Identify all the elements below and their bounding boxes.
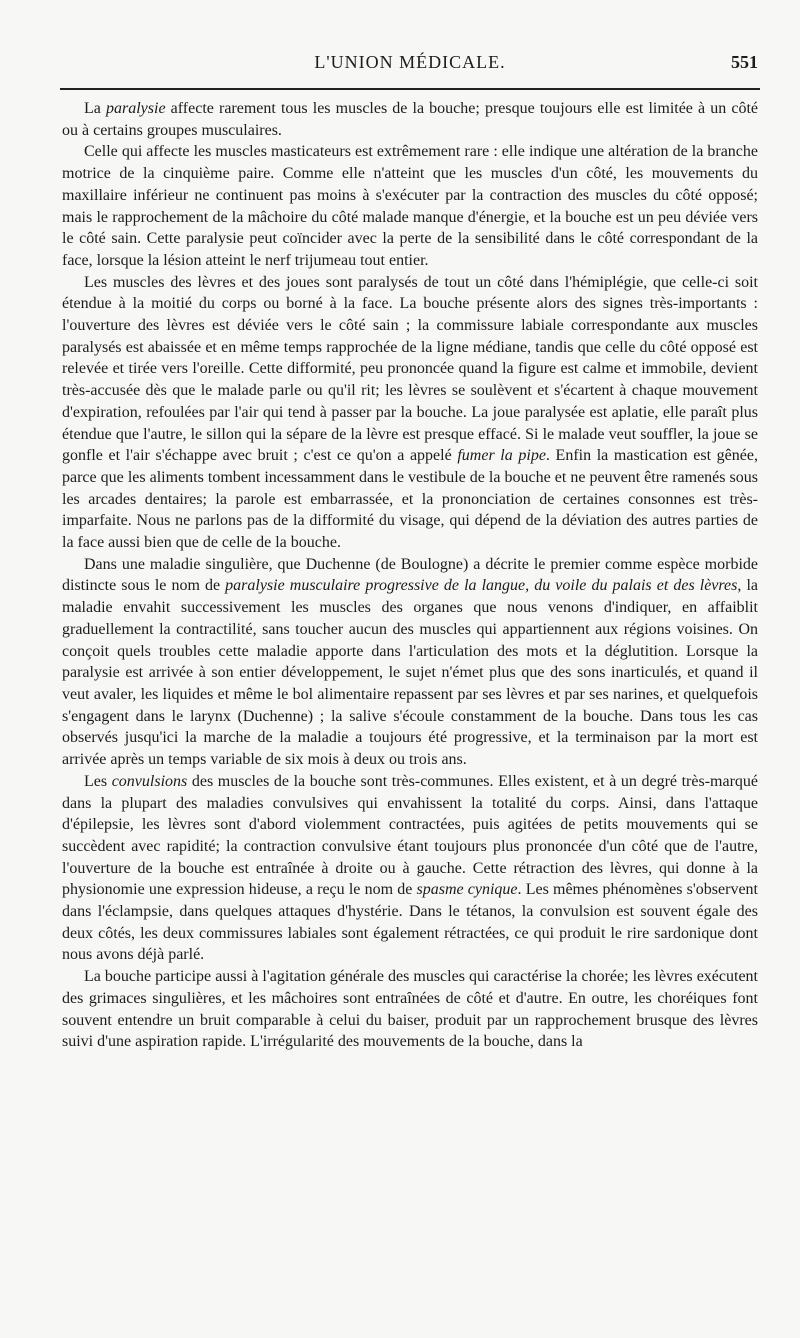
paragraph-choree bbox=[62, 966, 758, 1053]
text-segment: La bbox=[84, 100, 106, 117]
italic-term: spasme cynique bbox=[416, 881, 518, 899]
paragraph-hemiplegie bbox=[62, 272, 758, 554]
text-segment: Dans une maladie singulière, que Duchenne (de Boulogne) a décrite le premier comme espèce morbide distincte sous le nom de bbox=[62, 555, 758, 595]
italic-term: convulsions bbox=[111, 772, 188, 790]
paragraph-masticateurs bbox=[62, 141, 758, 271]
text-segment: . Enfin la mastication est gênée, parce que les aliments tombent incessamment dans le vestibule de la bouche et ne peuvent être ramenés sous les arcades dentaires; la parole est embarrassée, et la prononciation de certaines consonnes est très-imparfaite. Nous ne parlons pas de la difformité du visage, qui dépend de la déviation des autres parties de la face aussi bien que de celle de la bouche. bbox=[62, 447, 758, 552]
body-text bbox=[62, 98, 758, 1053]
italic-term: paralysie musculaire progressive de la langue, du voile du palais et des lèvres bbox=[225, 577, 738, 595]
running-title: L'UNION MÉDICALE. bbox=[314, 52, 506, 72]
page-number: 551 bbox=[731, 52, 758, 72]
text-segment: affecte rarement tous les muscles de la bouche; presque toujours elle est limitée à un côté ou à certains groupes musculaires. bbox=[62, 100, 759, 139]
italic-term: fumer la pipe bbox=[457, 447, 546, 465]
text-segment: , la maladie envahit successivement les muscles des organes que nous venons d'indiquer, en affaiblit graduellement la contractilité, sans toucher aucun des muscles qui appartiennent aux régions voisines. On conçoit quels troubles cette maladie apporte dans l'articulation des mots et la déglutition. Lorsque la paralysie est arrivée à son entier développement, le sujet n'émet plus que des sons inarticulés, et quand il veut avaler, les liquides et même le bol alimentaire repassent par ses lèvres et par ses narines, et quelquefois s'engagent dans le larynx (Duchenne) ; la salive s'écoule constamment de la bouche. Dans tous les cas observés jusqu'ici la marche de la maladie a toujours été progressive, et la terminaison par la mort est arrivée après un temps variable de six mois à deux ou trois ans. bbox=[62, 577, 758, 769]
text-segment: . Les mêmes phénomènes s'observent dans l'éclampsie, dans quelques attaques d'hystérie. Dans le tétanos, la convulsion est souvent égale des deux côtés, les deux commissures labiales sont également rétractées, ce qui produit le rire sardonique dont nous avons déjà parlé. bbox=[62, 881, 758, 964]
text-segment: Les muscles des lèvres et des joues sont paralysés de tout un côté dans l'hémiplégie, que celle-ci soit étendue à la moitié du corps ou borné à la face. La bouche présente alors des signes très-importants : l'ouverture des lèvres est déviée vers le côté sain ; la commissure labiale correspondante aux muscles paralysés est abaissée et en même temps rapprochée de la ligne médiane, tandis que celle du côté opposé est relevée et tirée vers l'oreille. Cette difformité, peu prononcée quand la figure est calme et immobile, devient très-accusée dès que le malade parle ou qu'il rit; les lèvres se soulèvent et s'écartent à chaque mouvement d'expiration, refoulées par l'air qui tend à passer par la bouche. La joue paralysée est aplatie, elle paraît plus étendue que l'autre, le sillon qui la sépare de la lèvre est presque effacé. Si le malade veut souffler, la joue se gonfle et l'air s'échappe avec bruit ; c'est ce qu'on a appelé bbox=[62, 273, 758, 465]
text-segment: La bouche participe aussi à l'agitation générale des muscles qui caractérise la chorée; les lèvres exécutent des grimaces singulières, et les mâchoires sont entraînées de côté et d'autre. En outre, les choréiques font souvent entendre un bruit comparable à celui du baiser, produit par un rapprochement brusque des lèvres suivi d'une aspiration rapide. L'irrégularité des mouvements de la bouche, dans la bbox=[62, 968, 758, 1051]
text-segment: Celle qui affecte les muscles masticateurs est extrêmement rare : elle indique une altération de la branche motrice de la cinquième paire. Comme elle n'atteint que les muscles d'un côté, les mouvements du maxillaire inférieur ne continuent pas moins à s'exécuter par la contraction des muscles du côté opposé; mais le rapprochement de la mâchoire du côté malade manque d'énergie, et la bouche est un peu déviée vers le côté sain. Cette paralysie peut coïncider avec la perte de la sensibilité dans le côté correspondant de la face, lorsque la lésion atteint le nerf trijumeau tout entier. bbox=[62, 143, 758, 269]
paragraph-convulsions bbox=[62, 771, 758, 966]
paragraph-duchenne bbox=[62, 554, 758, 771]
text-segment: des muscles de la bouche sont très-communes. Elles existent, et à un degré très-marqué dans la plupart des maladies convulsives qui envahissent la totalité du corps. Ainsi, dans l'attaque d'épilepsie, les lèvres sont d'abord violemment contractées, puis agitées de petits mouvements qui se succèdent avec rapidité; la contraction convulsive étant toujours plus prononcée d'un côté que de l'autre, l'ouverture de la bouche est entraînée à droite ou à gauche. Cette rétraction des lèvres, qui donne à la physionomie une expression hideuse, a reçu le nom de bbox=[62, 772, 758, 899]
paragraph-paralysie bbox=[62, 98, 758, 141]
italic-term: paralysie bbox=[106, 100, 166, 117]
page-header bbox=[62, 52, 758, 80]
header-rule bbox=[60, 88, 760, 90]
text-segment: Les bbox=[84, 772, 112, 790]
